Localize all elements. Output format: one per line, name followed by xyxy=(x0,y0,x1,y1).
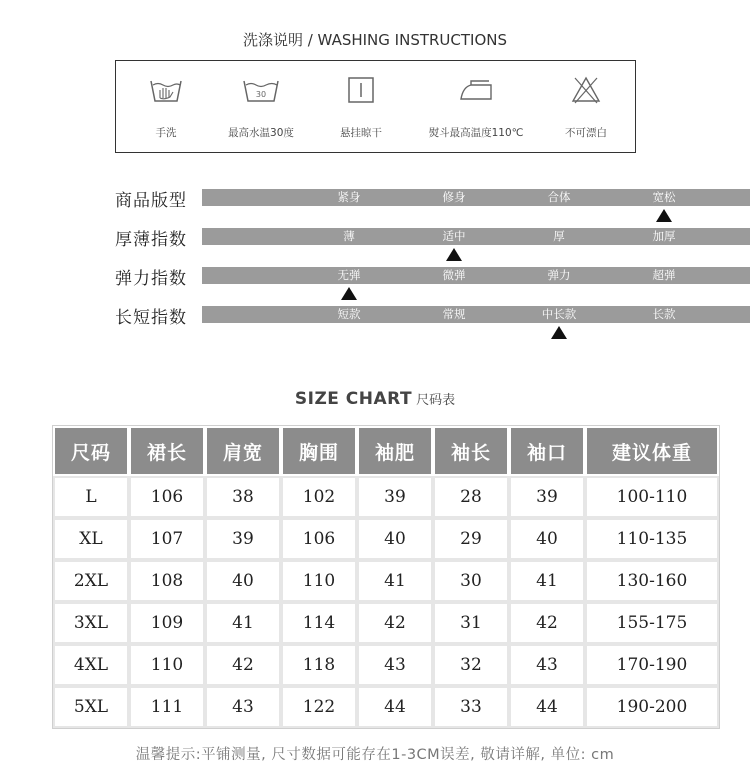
index-name: 弹力指数 xyxy=(115,269,187,289)
index-name: 长短指数 xyxy=(115,308,187,328)
wash-label-hand: 手洗 xyxy=(155,127,177,139)
wash-label-iron: 熨斗最高温度110℃ xyxy=(428,127,524,139)
table-cell: 41 xyxy=(509,560,585,602)
wash-30-icon xyxy=(242,75,280,105)
column-header: 尺码 xyxy=(53,426,129,476)
table-cell: 108 xyxy=(129,560,205,602)
selected-marker-icon xyxy=(446,248,462,261)
wash-label-30: 最高水温30度 xyxy=(228,127,294,139)
table-cell: 110-135 xyxy=(585,518,719,560)
wash-item-30 xyxy=(216,61,306,154)
table-cell: 110 xyxy=(281,560,357,602)
measurement-note: 温馨提示:平铺测量, 尺寸数据可能存在1-3CM误差, 敬请详解, 单位: cm xyxy=(135,747,615,763)
table-row xyxy=(53,602,719,644)
hand-wash-icon xyxy=(149,75,183,105)
table-row xyxy=(53,518,719,560)
column-header: 裙长 xyxy=(129,426,205,476)
column-header: 袖肥 xyxy=(357,426,433,476)
table-cell: 39 xyxy=(357,476,433,518)
column-header: 胸围 xyxy=(281,426,357,476)
size-chart-title-en: SIZE CHART xyxy=(294,389,413,409)
table-cell: 102 xyxy=(281,476,357,518)
table-cell: 155-175 xyxy=(585,602,719,644)
table-cell: 43 xyxy=(509,644,585,686)
index-option: 宽松 xyxy=(652,190,676,204)
table-cell: 44 xyxy=(509,686,585,728)
table-cell: 118 xyxy=(281,644,357,686)
table-row xyxy=(53,644,719,686)
table-cell: 110 xyxy=(129,644,205,686)
table-cell: 42 xyxy=(357,602,433,644)
table-cell: 111 xyxy=(129,686,205,728)
index-bar xyxy=(202,306,750,323)
size-chart-title xyxy=(0,389,750,409)
no-bleach-icon xyxy=(571,75,601,105)
table-cell: 2XL xyxy=(53,560,129,602)
index-bar xyxy=(202,228,750,245)
index-name: 商品版型 xyxy=(115,191,187,211)
table-cell: 190-200 xyxy=(585,686,719,728)
column-header: 袖口 xyxy=(509,426,585,476)
index-option: 厚 xyxy=(553,229,565,243)
table-cell: 42 xyxy=(205,644,281,686)
table-cell: 40 xyxy=(357,518,433,560)
index-option: 修身 xyxy=(442,190,466,204)
selected-marker-icon xyxy=(341,287,357,300)
table-cell: 109 xyxy=(129,602,205,644)
table-cell: 40 xyxy=(205,560,281,602)
hang-dry-icon xyxy=(347,75,375,105)
index-option: 超弹 xyxy=(652,268,676,282)
column-header: 肩宽 xyxy=(205,426,281,476)
index-name: 厚薄指数 xyxy=(115,230,187,250)
table-cell: 107 xyxy=(129,518,205,560)
table-cell: 39 xyxy=(205,518,281,560)
table-cell: 106 xyxy=(281,518,357,560)
index-bar xyxy=(202,189,750,206)
table-cell: 40 xyxy=(509,518,585,560)
size-chart-table xyxy=(52,425,720,729)
table-cell: 32 xyxy=(433,644,509,686)
column-header: 建议体重 xyxy=(585,426,719,476)
wash-item-hang xyxy=(321,61,401,154)
table-cell: 29 xyxy=(433,518,509,560)
table-cell: 4XL xyxy=(53,644,129,686)
table-cell: 44 xyxy=(357,686,433,728)
column-header: 袖长 xyxy=(433,426,509,476)
index-option: 长款 xyxy=(652,307,676,321)
table-cell: 122 xyxy=(281,686,357,728)
table-cell: 33 xyxy=(433,686,509,728)
svg-text:30: 30 xyxy=(255,90,267,99)
table-cell: 30 xyxy=(433,560,509,602)
wash-item-hand xyxy=(126,61,206,154)
size-chart-title-cn: 尺码表 xyxy=(416,393,456,408)
table-cell: 114 xyxy=(281,602,357,644)
table-cell: 43 xyxy=(357,644,433,686)
index-option: 无弹 xyxy=(337,268,361,282)
table-cell: 38 xyxy=(205,476,281,518)
index-option: 适中 xyxy=(442,229,466,243)
iron-icon xyxy=(459,75,493,105)
washing-title: 洗涤说明 / WASHING INSTRUCTIONS xyxy=(242,31,508,49)
wash-item-bleach xyxy=(546,61,626,154)
index-bar xyxy=(202,267,750,284)
selected-marker-icon xyxy=(656,209,672,222)
size-chart-body xyxy=(53,476,719,728)
index-option: 短款 xyxy=(337,307,361,321)
selected-marker-icon xyxy=(551,326,567,339)
size-chart-header-row xyxy=(53,426,719,476)
table-row xyxy=(53,686,719,728)
wash-label-hang: 悬挂晾干 xyxy=(340,127,382,139)
table-row xyxy=(53,476,719,518)
table-cell: 42 xyxy=(509,602,585,644)
table-cell: 5XL xyxy=(53,686,129,728)
table-cell: 170-190 xyxy=(585,644,719,686)
index-option: 微弹 xyxy=(442,268,466,282)
table-cell: 130-160 xyxy=(585,560,719,602)
wash-label-bleach: 不可漂白 xyxy=(565,127,607,139)
table-cell: 100-110 xyxy=(585,476,719,518)
index-option: 薄 xyxy=(343,229,355,243)
table-cell: 43 xyxy=(205,686,281,728)
index-option: 中长款 xyxy=(541,307,577,321)
index-option: 常规 xyxy=(442,307,466,321)
table-cell: 31 xyxy=(433,602,509,644)
washing-instructions-panel xyxy=(115,60,636,153)
wash-item-iron xyxy=(416,61,536,154)
table-row xyxy=(53,560,719,602)
table-cell: 28 xyxy=(433,476,509,518)
index-option: 合体 xyxy=(547,190,571,204)
table-cell: L xyxy=(53,476,129,518)
table-cell: 106 xyxy=(129,476,205,518)
table-cell: 41 xyxy=(357,560,433,602)
table-cell: XL xyxy=(53,518,129,560)
table-cell: 41 xyxy=(205,602,281,644)
index-option: 加厚 xyxy=(652,229,676,243)
table-cell: 39 xyxy=(509,476,585,518)
index-option: 弹力 xyxy=(547,268,571,282)
table-cell: 3XL xyxy=(53,602,129,644)
index-option: 紧身 xyxy=(337,190,361,204)
